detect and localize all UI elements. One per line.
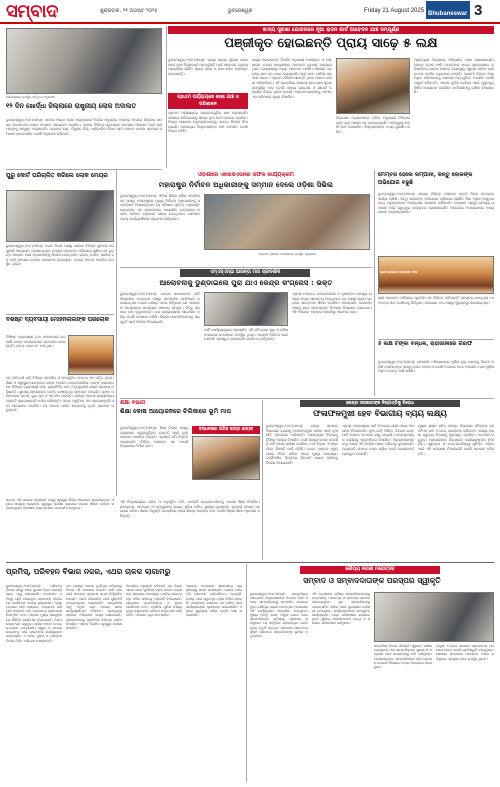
mayor-photo (6, 190, 114, 242)
masthead (0, 0, 500, 24)
transport-body-1: ଭୁବନେଶ୍ୱର,୨୦ା୮(ସମସ): ପରିବହନ ବିଭାଗ ପକ୍ଷରୁ ସଡ଼କ ସୁରକ୍ଷା ନିୟମ କଡ଼ାକଡ଼ି ଭାବେ ଲାଗୁ କରାଯାଉଛି। ହେଲମେଟ ନ ପିନ୍ଧି ଗାଡ଼ି ଚଳାଉଥିବା ଚାଳକଙ୍କ ବିରୋଧରେ ଜୋରିମାନା ଆଦାୟ କରାଯାଉଛି। ଅଧିକ ବେଗରେ ଗାଡ଼ି ଚଳାଇବା, ମଦ୍ୟପାନ କରି ଗାଡ଼ି ଚଳାଇବା ଆଦି ଅପରାଧରେ ଲାଇସେନ୍ସ ନିଲମ୍ବିତ ହେବ। ସହରର ମୁଖ୍ୟ ଛକଗୁଡ଼ିକରେ ସିସିଟିଭି କ୍ୟାମେରା ଲଗାଯାଇଛି। ନିୟମ ଉଲ୍ଲଂଘନ କରୁଥିବା ଗାଡ଼ିର ଫଟୋ ଉଠାଇ ଇ-ଚାଲାନ ପଠାଯାଉଛି। ସ୍କୁଲ ଓ କଲେଜ ଛାତ୍ରଙ୍କ ପାଇଁ ସଚେତନତା କାର୍ଯ୍ୟକ୍ରମ କରାଯାଉଛି। ଏ ନେଇ ପୁଲିସ ଓ ପରିବହନ ବିଭାଗ ମିଳିତ ଅଭିଯାନ ଚଳାଇଛନ୍ତି। (6, 584, 62, 643)
newspaper-logo: ସମ୍ବାଦ (6, 1, 58, 22)
students-photo (192, 436, 260, 480)
column-divider (246, 564, 247, 782)
civil-service-kicker: ଓଡ଼ିଶାରେ ଏସୋସିଏସନର ସଫଳ କାର୍ଯ୍ୟକ୍ରମ (198, 172, 294, 178)
transport-body-4: ଏହାଛଡ଼ା ଅନଲାଇନ ଲାଇସେନ୍ସ ପ୍ରକ୍ରିୟାକୁ ସରଳ କରାଯାଇଛି। ଲୋକେ ଘରେ ବସି ଆବେଦନ କରିପାରିବେ। ଡ୍ରାଇଭିଂ ଟେଷ୍ଟ ପାଇଁ ସ୍ୱତନ୍ତ୍ର ଟ୍ରାକ ନିର୍ମାଣ ହୋଇଛି। ଦଲାଲଙ୍କ କାରବାର ବନ୍ଦ କରିବା ପାଇଁ କାର୍ଯ୍ୟାଳୟରେ କ୍ୟାମେରା ଲଗାଯାଇଛି। ଏଥିରେ ସ୍ୱଚ୍ଛତା ଆସିବ ବୋଲି ଆଶା କରାଯାଉଛି। (186, 584, 242, 618)
column-divider (166, 26, 167, 168)
temple-photo-caption: ଶ୍ରୀ ଲୋକନାଥ ସେବାୟତ ସଂଘ (380, 270, 418, 274)
lead-subhead: ପ୍ରଥମ ପର୍ଯ୍ୟାୟରେ ହେଲା ଯାଞ୍ଚ ଓ ପରିଶୀଳନ (168, 93, 248, 109)
mayor-body: ଭୁବନେଶ୍ୱର,୨୦ା୮(ସମସ): ନଗର ନିଗମ ପକ୍ଷରୁ ସହରର ବିଭିନ୍ନ ସ୍ଥାନରେ ଜନସୁଣାଣି ଆୟୋଜନ କରାଯାଇଥିଲା। ମେୟର ଲୋକଙ୍କ ଅଭିଯୋଗ ଶୁଣିବା ସହ ତୁରନ୍ତ ସମାଧାନ ପାଇଁ ଅଧିକାରୀଙ୍କୁ ନିର୍ଦ୍ଦେଶ ଦେଇଥିଲେ। ରାସ୍ତା, ନର୍ଦ୍ଦମା, ପାନୀୟ ଜଳ ଆଦି ସମସ୍ୟା ଉପରେ ଆଲୋଚନା ହୋଇଥିଲା। ଏଥିରେ ଅନେକ ନାଗରିକ ଉପସ୍ଥିତ ଥିଲେ। (6, 244, 114, 267)
press-headline: ସମ୍ବାଦ ଓ ସମ୍ବାଦଦାତାଙ୍କ ପରସ୍ପର ସ୍ୱୀକୃତି (303, 576, 441, 585)
masthead-date-english: Friday 21 August 2025 (364, 8, 425, 14)
seminar-photo (6, 28, 162, 94)
left-brief-body: ସହରର ଏକ ଘରୋଇ ଅନୁଷ୍ଠାନ ପକ୍ଷରୁ ସ୍ୱାସ୍ଥ୍ୟ ଶିବିର ଆୟୋଜନ କରାଯାଇଥିଲା। ଏଥିରେ ଶତାଧିକ ଲୋକଙ୍କ ସ୍ୱାସ୍ଥ୍ୟ ପରୀକ୍ଷା କରାଯାଇ ମାଗଣା ଔଷଧ ବଣ୍ଟନ କରାଯାଇଥିଲା। ବିଶେଷଜ୍ଞ ଡାକ୍ତରମାନେ ପରାମର୍ଶ ଦେଇଥିଲେ। (6, 498, 114, 511)
temple-body: ଶ୍ରୀ ଲୋକନାଥ ମନ୍ଦିରରେ ପୂଜାର୍ଚ୍ଚନା ସହ ବିଭିନ୍ନ ନୀତିକାନ୍ତି ସମ୍ପନ୍ନ ହୋଇଥିଲା। ଭକ୍ତଙ୍କ ଭିଡ଼ ଦେଖିବାକୁ ମିଳିଥିଲା। ସେବାୟତ ସଂଘ ପକ୍ଷରୁ ସୁବ୍ୟବସ୍ଥା କରାଯାଇଥିଲା। (378, 296, 494, 305)
press-kicker: ରୌପ୍ୟ ନଗରୀ ମହୋତ୍ସବ (300, 566, 440, 574)
masthead-city-odia: ଭୁବନେଶ୍ୱର (228, 8, 253, 14)
budget-headline: ଫଳାଫଳମୁଖୀ ହେବ ବିଭାଗୀୟ ବ୍ୟୟ ଲକ୍ଷ୍ୟ (313, 409, 447, 418)
press-meet-photo (204, 292, 288, 326)
lok-adalat-headline: ୧୨ ଦିନ ଖୋର୍ଦ୍ଧା ଜିଲ୍ଲାରେ ରାଷ୍ଟ୍ରୀୟ ଲୋକ ଅଦାଲତ (6, 102, 137, 110)
ration-office-photo (336, 58, 410, 114)
obituary-portrait (68, 335, 114, 375)
obituary-headline: ବିଶିଷ୍ଟ ବ୍ୟବସାୟୀ ମୋହନଲାଲଙ୍କ ପରଲୋକ (6, 317, 109, 323)
divider (378, 339, 494, 340)
divider (120, 267, 372, 268)
obituary-body-top: ବିଶିଷ୍ଟ ବ୍ୟବସାୟୀ ତଥା ସମାଜସେବୀ ଗତକାଲି ତାଙ୍କ ବାସଭବନରେ ପରଲୋକ ହୋଇଛନ୍ତି। ତାଙ୍କ ବୟସ ୭୮ ବର୍ଷ ଥିଲା। (6, 335, 66, 349)
education-subhead: ବନ୍ଧନୀରେ ଗରିବ ଛାତ୍ର ଛାତ୍ରୀ (192, 426, 260, 434)
press-body-2: ଏହି ଅବସରରେ ବରିଷ୍ଠ ସାମ୍ବାଦିକମାନଙ୍କୁ ଉତ୍ତରୀୟ, ମାନପତ୍ର ଓ ସ୍ମାରକୀ ପ୍ରଦାନ କରାଯାଇଥିଲା। ଯୁବ ସାମ୍ବାଦିକଙ୍କୁ ପ୍ରୋତ୍ସାହିତ କରିବା ପାଇଁ ପୁରସ୍କାର ଘୋଷଣା ହୋଇଥିଲା। କାର୍ଯ୍ୟକ୍ରମରେ ସାଂସ୍କୃତିକ କାର୍ଯ୍ୟକ୍ରମ ମଧ୍ୟ ପରିବେଷଣ କରାଯାଇଥିଲା। ସ୍ଥାନୀୟ କଳାକାରମାନେ ନୃତ୍ୟ ଓ ସଙ୍ଗୀତ ପରିବେଷଣ କରିଥିଲେ। (312, 592, 370, 626)
press-body-4: ମନ୍ତ୍ରୀ ଏ ନେଇ ସରକାର ସକାରାତ୍ମକ ପଦକ୍ଷେପ ନେବେ ବୋଲି ପ୍ରତିଶ୍ରୁତି ଦେଇଥିଲେ। ଶେଷରେ ସମ୍ପାଦକ ଧନ୍ୟବାଦ ଅର୍ପଣ କରିଥିଲେ। ଶତାଧିକ ଲୋକ ଉପସ୍ଥିତ ଥିଲେ। (436, 644, 494, 661)
lead-body-col2: ରାଜ୍ୟ ସରକାରଙ୍କ ନିର୍ଦ୍ଦେଶ ଅନୁଯାୟୀ ଅନଲାଇନ ଓ ଅଫଲାଇନ ଉଭୟ ମାଧ୍ୟମରେ ଆବେଦନ ଗ୍ରହଣ କରାଯାଇଥିଲା। ଗ୍ରାମାଞ୍ଚଳରୁ ଅଧିକ ଆବେଦନ ଆସିଛି। ପଞ୍ଚାୟତ ସ୍ତରରେ ଯାଞ୍ଚ ଦଳ ଗଠନ କରାଯାଇଛି। ଯାଞ୍ଚ ପରେ ତାଲିକା ପ୍ରକାଶ ପାଇବ। ଏଥିରେ କୌଣସି ଆପତ୍ତି ଥିଲେ ଲୋକେ ଦାଖଲ କରିପାରିବେ। ଏହି ପ୍ରକ୍ରିୟା ଆସନ୍ତା ମାସ ଶେଷ ସୁଦ୍ଧା ସମ୍ପୂର୍ଣ୍ଣ ହେବ ବୋଲି ଖାଦ୍ୟ ଯୋଗାଣ ଓ ଖାଉଟି କଲ୍ୟାଣ ବିଭାଗ ସୂଚନା ଦେଇଛି। ଆବେଦନକାରୀଙ୍କୁ ଏସଏମଏସ ଜରିଆରେ ସୂଚନା ଦିଆଯିବ। (252, 58, 332, 99)
lead-kicker: ଖାଦ୍ୟ ସୁରକ୍ଷା ଯୋଜନାରେ ନୂଆ ରାସନ କାର୍ଡ ଆବେଦନ ଯାଞ୍ଚ ସମ୍ପୂର୍ଣ୍ଣ (168, 26, 494, 34)
masthead-city-english: Bhubaneswar (426, 1, 470, 19)
page-number: 3 (474, 2, 483, 19)
column-divider (374, 170, 375, 396)
msme-kicker: ଏମ୍‌ଏସ୍‌ଏମ୍‌ଇ ଆସନ୍ତା ମାସ ପ୍ରଦର୍ଶନୀ (180, 269, 310, 277)
lok-adalat-body: ଭୁବନେଶ୍ୱର,୨୦ା୮(ସମସ): ଜାତୀୟ ଆଇନ ସେବା ପ୍ରାଧିକରଣ ନିର୍ଦ୍ଦେଶ ଅନୁସାରେ ଆସନ୍ତା ମାସରେ ଜିଲ୍ଲାର ସମସ୍ତ ଅଦାଲତରେ ଲୋକ ଅଦାଲତ ଆୟୋଜନ କରାଯିବ। ଏଥିରେ ବିଭିନ୍ନ ପ୍ରକାରର ମାମଲାର ସମାଧାନ ପାଇଁ ପକ୍ଷମାନଙ୍କୁ ଆହ୍ୱାନ କରାଯାଇଛି। ବ୍ୟାଙ୍କ ଋଣ, ବିଦ୍ୟୁତ୍ ବିଲ୍, ପାରିବାରିକ ବିବାଦ ଆଦି ମାମଲା ଏଠାରେ ସହଜରେ ସମାଧାନ ହୋଇପାରିବ ବୋଲି ଅଧିକାରୀ କହିଛନ୍ତି। (6, 118, 162, 136)
divider (6, 169, 162, 170)
lead-body-col4: ପ୍ରତ୍ୟେକ ଜିଲ୍ଲାରେ ଅଭିଯୋଗ ସେଲ ଖୋଲାଯାଇଛି। ଲୋକେ ଟୋଲ ଫ୍ରି ନମ୍ବରରେ ମଧ୍ୟ ଯୋଗାଯୋଗ କରିପାରିବେ। ଚାଉଳ ବଣ୍ଟନ ବ୍ୟବସ୍ଥାକୁ ସ୍ୱଚ୍ଛ କରିବା ପାଇଁ ଇ-ପସ ମେସିନ ବ୍ୟବହାର ହେଉଛି। ଆଗାମୀ ଦିନରେ ଆଉ ଅଧିକ ପରିବାରଙ୍କୁ ଯୋଜନା ଅନ୍ତର୍ଭୁକ୍ତ କରାଯିବ ବୋଲି ମନ୍ତ୍ରୀ କହିଛନ୍ତି। ଏହାସହ ଦୁର୍ବଳ ବର୍ଗଙ୍କ ପାଇଁ ସ୍ୱତନ୍ତ୍ର ଶିବିର ଆୟୋଜନ କରାଯିବ। କର୍ମଚାରୀଙ୍କୁ ତାଲିମ ଦିଆଯାଉଛି। (414, 58, 494, 95)
lead-body-col3: ବିଭାଗୀୟ ଅଧିକାରୀଙ୍କ କହିବା ଅନୁଯାୟୀ ଡିଜିଟାଲ ଯାଞ୍ଚ ପାଇଁ ଆଧାର ସହ ଯୋଡ଼ାଯାଇଛି। ଏହାଦ୍ୱାରା ନକଲି କାର୍ଡ ରୋକାଯିବ। ହିତାଧିକାରୀଙ୍କ ତଥ୍ୟ ସୁରକ୍ଷିତ ରହିବ। (336, 116, 410, 134)
robbery-body: ଭୁବନେଶ୍ୱର,୨୦ା୮(ସମସ): ରାହାଜାନୀ ଅଭିଯୋଗରେ ପୁଲିସ ଦୁଇ ଜଣଙ୍କୁ ଗିରଫ କରିଛି। ସେମାନଙ୍କ ପାଖରୁ ନଗଦ ଟଙ୍କା ଓ ଗୋଟିଏ ବାଇକ ଜବତ ହୋଇଛି। ଥାନା ପୁଲିସ ଅଧିକ ତଦନ୍ତ ଜାରି ରଖିଛି। (378, 360, 494, 374)
transport-body-2: ଗତ ମାସରେ ଅନେକ ଦୁର୍ଘଟଣା ଘଟିଥିବାରୁ ବିଭାଗ ଏହି ପଦକ୍ଷେପ ନେଇଛି। ଭାରି ଯାନ ପାଇଁ ସହରରେ ପ୍ରବେଶ ସମୟ ନିର୍ଦ୍ଧାରିତ ହୋଇଛି। ଅଟୋ ଚାଳକଙ୍କ ପାଇଁ ୟୁନିଫର୍ମ ବାଧ୍ୟତାମୂଳକ କରାଯାଇଛି। ଯାତ୍ରୀଙ୍କ ଠାରୁ ଅଧିକ ଭଡ଼ା ଆଦାୟ କଲେ କାର୍ଯ୍ୟାନୁଷ୍ଠାନ ନିଆଯିବ। ପ୍ରତ୍ୟେକ ଥାନାରେ ଅଭିଯୋଗ ବାକ୍ସ ରଖାଯାଇଛି। ଚାଳକମାନଙ୍କୁ ପ୍ରାଥମିକ ଚିକିତ୍ସା ତାଲିମ ଦିଆଯିବ। ଏଥିସହ ନିୟମିତ ସ୍ୱାସ୍ଥ୍ୟ ପରୀକ୍ଷା କରାଯିବ। (66, 584, 122, 631)
education-kicker: ଶିକ୍ଷା ବିଭାଗ (120, 400, 146, 406)
education-body-2: ଏହି ବିଦ୍ୟାଳୟରେ ଗରିବ ଓ ଅନୁସୂଚିତ ଜାତି, ଜନଜାତି ଛାତ୍ରଛାତ୍ରୀଙ୍କୁ ମାଗଣା ଶିକ୍ଷା ଦିଆଯିବ। ଛାତ୍ରାବାସ, ପାଠାଗାର ଓ କମ୍ପ୍ୟୁଟର ଲ୍ୟାବ ସୁବିଧା ରହିବ। ସ୍ଥାନୀୟ ପ୍ରଶାସନ ଏଥିପାଇଁ ସମସ୍ତ ସହଯୋଗ କରିବ। ଶିକ୍ଷକ ନିଯୁକ୍ତି ପ୍ରକ୍ରିୟା ମଧ୍ୟ ଶୀଘ୍ର ଆରମ୍ଭ ହେବ ବୋଲି ଜିଲ୍ଲା ଶିକ୍ଷା ଅଧିକାରୀ କହିଛନ୍ତି। (120, 500, 260, 518)
column-divider (262, 400, 263, 560)
company-body: ଭୁବନେଶ୍ୱର,୨୦ା୮(ସମସ): ସହରର ବିଭିନ୍ନ ଅଞ୍ଚଳରେ ସ୍ମାର୍ଟ ମିଟର ଲଗାଇବା କାର୍ଯ୍ୟ ଚାଲିଛି। କିନ୍ତୁ ଲୋକଙ୍କ ଅଭିଯୋଗ ବଢ଼ିବାରେ ଲାଗିଛି। ବିଲ ଅଧିକ ଆସୁଥିବା ନେଇ ଗ୍ରାହକମାନେ ଅସନ୍ତୋଷ ପ୍ରକାଶ କରିଛନ୍ତି। କମ୍ପାନୀ ପକ୍ଷରୁ ସମସ୍ୟା ସମାଧାନ ପାଇଁ ସ୍ୱତନ୍ତ୍ର କାଉଣ୍ଟର ଖୋଲାଯାଇଛି। ଅଭିଯୋଗ ଅନଲାଇନରେ ମଧ୍ୟ ଦାଖଲ କରାଯାଇପାରିବ। (378, 192, 494, 215)
budget-body-3: ମୁଖ୍ୟ ଶାସନ ସଚିବ ସମସ୍ତ ବିଭାଗୀୟ ସଚିବଙ୍କ ସହ ବୈଠକ କରି ଏ ନେଇ ଆଲୋଚନା କରିଛନ୍ତି। ଲକ୍ଷ୍ୟ ହାସଲ କରୁଥିବା ବିଭାଗକୁ ପୁରସ୍କୃତ କରାଯିବ। ଅବହେଳା କରୁଥିବା ଅଧିକାରୀଙ୍କ ବିରୋଧରେ କାର୍ଯ୍ୟାନୁଷ୍ଠାନ ନିଆଯିବ। ସ୍ୱଚ୍ଛତା ଓ ଉତ୍ତରଦାୟିତ୍ୱ ସୁନିଶ୍ଚିତ କରିବା ପାଇଁ ଏହି ପଦକ୍ଷେପ ନିଆଯାଇଛି ବୋଲି ସରକାର କହିଛନ୍ତି। (418, 424, 494, 456)
congress-body-3: ଏଥିସହ ମହଙ୍ଗା, ବେରୋଜଗାରୀ ଓ କୃଷକଙ୍କ ସମସ୍ୟା ଉପରେ ମଧ୍ୟ ଆଲୋଚନା ହୋଇଥିଲା। ଦଳ ପକ୍ଷରୁ ଗ୍ରାମ ସ୍ତରରେ ସଚେତନତା ଶିବିର କରାଯିବ। ନେତାମାନେ ଲୋକଙ୍କ ପାଖକୁ ଯାଇ ସରକାରଙ୍କ ବିଫଳତା ବିଷୟରେ ଜଣାଇବେ। ଏହି ଅଭିଯାନ ଆସନ୍ତା ସପ୍ତାହରୁ ଆରମ୍ଭ ହେବ। (292, 292, 372, 315)
civil-service-body-1: ଭୁବନେଶ୍ୱର,୨୦ା୮(ସମସ): ଓଡ଼ିଶା ସିଭିଲ ସର୍ଭିସ ଏସୋସିଏସନ ପକ୍ଷରୁ ମହାରାଷ୍ଟ୍ରର ମୁଖ୍ୟ ନିର୍ବାଚନ ଅଧିକାରୀଙ୍କୁ ସମ୍ବର୍ଦ୍ଧନା ଦିଆଯାଇଥିଲା। ସେ ଓଡ଼ିଶାର ପୂର୍ବତନ ଅଧିକାରୀ। ରାଜଧାନୀର ଏକ ହୋଟେଲରେ ଆୟୋଜିତ ଉତ୍ସବରେ ଅନେକ ବରିଷ୍ଠ ଅଧିକାରୀ ଯୋଗ ଦେଇଥିଲେ। ସେମାନେ ତାଙ୍କ କାର୍ଯ୍ୟଶୈଳୀର ପ୍ରଶଂସା କରିଥିଲେ। (120, 194, 200, 221)
seminar-photo-caption: ସେମିନାରରେ ଉପସ୍ଥିତ ଅତିଥି ଓ ଅଧିକାରୀ (6, 95, 55, 99)
transport-body-3: ବିଭାଗୀୟ ଅଧିକାରୀ କହିଛନ୍ତି ଯେ ନିୟମ ପାଳନ କଲେ ଦୁର୍ଘଟଣା ହ୍ରାସ ପାଇବ। ଲୋକଙ୍କ ସହଯୋଗ ଆବଶ୍ୟକ। ଗାଡ଼ିର କାଗଜପତ୍ର ସଠିକ ରଖିବାକୁ ପରାମର୍ଶ ଦିଆଯାଇଛି। ପ୍ରଦୂଷଣ ପ୍ରମାଣପତ୍ର ନ ଥିଲେ ଜୋରିମାନା ହେବ। ଟ୍ରାଫିକ ପୁଲିସ ସଂଖ୍ୟା ବୃଦ୍ଧି କରାଯାଇଛି। ରାତିରେ ମଧ୍ୟ ଯାଞ୍ଚ ଜାରି ରହିବ। ଅଭିଯାନ ପୂରା ମାସ ଚାଲିବ। (126, 584, 182, 618)
obituary-body: ସେ ଦୀର୍ଘ ବର୍ଷ ଧରି ବିଭିନ୍ନ ସାମାଜିକ ଓ ସାଂସ୍କୃତିକ ସଂଗଠନ ସହ ଜଡ଼ିତ ଥିଲେ। ଶିକ୍ଷା ଓ ସ୍ୱାସ୍ଥ୍ୟ କ୍ଷେତ୍ରରେ ତାଙ୍କ ଅବଦାନ ଉଲ୍ଲେଖନୀୟ। ତାଙ୍କ ପରଲୋକରେ ବିଭିନ୍ନ ବ୍ୟବସାୟୀ ସଂଘ, ରାଜନୈତିକ ଦଳ ଓ ବୁଦ୍ଧିଜୀବୀ ଶୋକ ପ୍ରକାଶ କରିଛନ୍ତି। ସ୍ଥାନୀୟ ଶ୍ମଶାନରେ ତାଙ୍କ ଶେଷକୃତ୍ୟ ସମ୍ପନ୍ନ ହୋଇଛି। ତାଙ୍କ ପରିବାରରେ ପତ୍ନୀ, ଦୁଇ ପୁଅ ଓ ଏକ ଝିଅ ଅଛନ୍ତି। ସହରର ଅନେକ ଗଣ୍ୟମାନ୍ୟ ବ୍ୟକ୍ତି ଶ୍ରଦ୍ଧାଞ୍ଜଳି ଅର୍ପଣ କରିଛନ୍ତି। ତାଙ୍କ ସ୍ମୃତିରେ ଏକ ଶ୍ରଦ୍ଧାଞ୍ଜଳି ସଭା ଆୟୋଜନ କରାଯିବ। ସେ ଅନେକ ଗରିବ ଛାତ୍ରଙ୍କୁ ବୃତ୍ତି ପ୍ରଦାନ କରୁଥିଲେ। (6, 376, 114, 413)
felicitation-photo (204, 194, 370, 250)
press-award-photo (374, 592, 494, 642)
company-headline: ମେମ୍ବର ହେଲେ କମ୍ପାନୀ, କିନ୍ତୁ ଲୋକଙ୍କ ଅଭିଯୋଗ ବଢୁଛି (378, 172, 473, 186)
press-body-1: ଭୁବନେଶ୍ୱର,୨୦ା୮(ସମସ): ସାମ୍ବାଦିକତା କ୍ଷେତ୍ରରେ ଉଲ୍ଲେଖନୀୟ ଅବଦାନ ପାଇଁ ଅନେକ ସାମ୍ବାଦିକଙ୍କୁ ସମ୍ମାନିତ କରାଯାଇଥିଲା। ରୌପ୍ୟ ନଗରୀ ମହୋତ୍ସବ ଅବସରରେ ଏହି କାର୍ଯ୍ୟକ୍ରମ ଆୟୋଜିତ ହୋଇଥିଲା। ମୁଖ୍ୟ ଅତିଥି ଭାବେ ମନ୍ତ୍ରୀ ଯୋଗ ଦେଇ ସାମ୍ବାଦିକଙ୍କ ଭୂମିକାକୁ ପ୍ରଶଂସା କରିଥିଲେ। ସେ କହିଥିଲେ ଗଣମାଧ୍ୟମ ଗଣତନ୍ତ୍ରର ଚତୁର୍ଥ ସ୍ତମ୍ଭ। ସମାଜରେ ସଚେତନତା ସୃଷ୍ଟି କରିବାରେ ସାମ୍ବାଦିକଙ୍କ ଭୂମିକା ଅତୁଳନୀୟ। (250, 592, 308, 639)
temple-photo (378, 256, 494, 294)
divider (6, 562, 494, 563)
congress-headline: ଆଲୋଚନାକୁ ଡୁଣ୍ଡାଇଲେ ପୁରା ଯାଏ କେନ୍ଦ୍ର କଂଗ୍ରେସ : ଭକ୍ତ (159, 278, 333, 287)
budget-body-1: ଭୁବନେଶ୍ୱର,୨୦ା୮(ସମସ): ରାଜ୍ୟ ସରକାର ବିଭାଗୀୟ ବ୍ୟୟକୁ ଫଳାଫଳମୁଖୀ କରିବା ପାଇଁ ନୂଆ ନୀତି ପ୍ରଣୟନ କରିଛନ୍ତି। ପ୍ରତ୍ୟେକ ବିଭାଗକୁ ନିର୍ଦ୍ଦିଷ୍ଟ ଲକ୍ଷ୍ୟ ଦିଆଯିବ। ସେହି ଲକ୍ଷ୍ୟ ହାସଲ ହେଉଛି କି ନାହିଁ ତାହାର ସମୀକ୍ଷା କରାଯିବ। ଅର୍ଥ ବିଭାଗ ଏ ସମ୍ପର୍କରେ ବିଜ୍ଞପ୍ତି ଜାରି କରିଛି। ବଜେଟ ବରାଦର ସଦୁପଯୋଗ ନିଶ୍ଚିତ କରିବା ଏହାର ମୁଖ୍ୟ ଉଦ୍ଦେଶ୍ୟ। ତ୍ରୈମାସିକ ଭିତ୍ତିରେ ରିପୋର୍ଟ ଦାଖଲ କରିବାକୁ ନିର୍ଦ୍ଦେଶ ଦିଆଯାଇଛି। (266, 424, 338, 465)
lead-body-col1b: ପ୍ରଥମ ପର୍ଯ୍ୟାୟରେ ଆବେଦନଗୁଡ଼ିକ ଯାଞ୍ଚ କରାଯାଇଛି। ଯୋଗ୍ୟ ପରିବାରଙ୍କୁ ଶୀଘ୍ର ନୂଆ କାର୍ଡ ପ୍ରଦାନ କରାଯିବ। ଜିଲ୍ଲା ଯୋଗାଣ ଅଧିକାରୀମାନଙ୍କୁ ଏନେଇ ନିର୍ଦ୍ଦେଶ ଦିଆଯାଇଛି। ଅଯୋଗ୍ୟ ହିତାଧିକାରୀଙ୍କ ନାମ କଟାଯିବ ବୋଲି ବିଭାଗ କହିଛି। (168, 111, 248, 134)
budget-body-2: ଏଥିସହ ଅନାବଶ୍ୟକ ଖର୍ଚ୍ଚ କମାଇବା ପାଇଁ ମଧ୍ୟ ପଦକ୍ଷେପ ନିଆଯାଉଛି। ନୂଆ ଗାଡ଼ି କିଣିବା, ବିଦେଶ ଗସ୍ତ ଆଦି ଉପରେ କଟକଣା ଲାଗୁ ହୋଇଛି। ଉନ୍ନୟନମୂଳକ କାର୍ଯ୍ୟକୁ ପ୍ରାଥମିକତା ଦିଆଯିବ। ଜିଲ୍ଲାପାଳମାନଙ୍କୁ ମଧ୍ୟ ଏହି ନିର୍ଦ୍ଦେଶ ପାଳନ କରିବାକୁ କୁହାଯାଇଛି। ଅଗ୍ରଗତି ଉପରେ ନଜର ରଖିବା ପାଇଁ ଡ୍ୟାସବୋର୍ଡ ପ୍ରସ୍ତୁତ ହୋଇଛି। (342, 424, 414, 456)
congress-body-1: ଭୁବନେଶ୍ୱର,୨୦ା୮(ସମସ): କେନ୍ଦ୍ର ସରକାରଙ୍କ ନୀତି ବିରୋଧରେ କଂଗ୍ରେସ ପକ୍ଷରୁ ସାମ୍ବାଦିକ ସମ୍ମିଳନୀ ଡକାଯାଇଥିଲା। ଦଳର ବରିଷ୍ଠ ନେତା କହିଥିଲେ ଯେ ଆଲୋଚନା ମାଧ୍ୟମରେ ସମସ୍ୟାର ସମାଧାନ ସମ୍ଭବ। କିନ୍ତୁ ସରକାର ତାହା କରୁନାହାନ୍ତି। ଦଳ ରାଜ୍ୟବ୍ୟାପୀ ଆନ୍ଦୋଳନ କରିବ ବୋଲି ଘୋଷଣା କରିଛି। ଜିଲ୍ଲା ସଭାପତିମାନଙ୍କୁ ପ୍ରସ୍ତୁତି ପାଇଁ ନିର୍ଦ୍ଦେଶ ଦିଆଯାଇଛି। (120, 292, 200, 324)
lead-body-col1: ଭୁବନେଶ୍ୱର,୨୦ା୮(ସମସ): ରାଜ୍ୟ ଖାଦ୍ୟ ସୁରକ୍ଷା ଯୋଜନାରେ ନୂଆ ହିତାଧିକାରୀ ଅନ୍ତର୍ଭୁକ୍ତି ପାଇଁ ଆବେଦନ ଗ୍ରହଣ ପ୍ରକ୍ରିୟା ସରିଛି। ପ୍ରାୟ ସାଢ଼େ ୫ ଲକ୍ଷ ଲୋକ ପଞ୍ଜୀକୃତ ହୋଇଛନ୍ତି। (168, 58, 248, 76)
civil-service-headline: ମହାରାଷ୍ଟ୍ର ନିର୍ବାଚନ ଅଧିକାରୀଙ୍କୁ ସମ୍ମାନ ଦେଲେ ଓଡ଼ିଶା ସିଭିଲ (158, 180, 334, 189)
education-headline: ଶିକ୍ଷା କୋଷ ଆୟୋଜନରେ ଚିଲିକାରେ ଭୂମି ମାପ (120, 408, 232, 415)
divider (120, 398, 494, 399)
education-body-1: ଭୁବନେଶ୍ୱର,୨୦ା୮(ସମସ): ଶିକ୍ଷା ବିଭାଗ ପକ୍ଷରୁ ଗ୍ରାମାଞ୍ଚଳ ସ୍କୁଲଗୁଡ଼ିକର ଉନ୍ନତି ପାଇଁ ନୂଆ ଯୋଜନା ଆରମ୍ଭ ହୋଇଛି। ଏଥିପାଇଁ ଜମି ଚିହ୍ନଟ କରାଯାଉଛି। ଚିଲିକା ଅଞ୍ଚଳରେ ଏକ ଆଦର୍ଶ ବିଦ୍ୟାଳୟ ନିର୍ମାଣ ହେବ। (120, 426, 188, 449)
robbery-headline: ୫ ଲକ୍ଷ ଟଙ୍କା ବନ୍ଧକ, ରାହାଜାନୀରେ ଗିରଫ (378, 341, 473, 347)
column-divider (116, 170, 117, 496)
budget-kicker: କେନ୍ଦ୍ର ସରକାରଙ୍କ ନିଷ୍ପତ୍ତିକୁ ବିରୋଧ (300, 400, 460, 407)
divider (6, 314, 114, 315)
press-body-3: ସାମ୍ବାଦିକ ସଂଘର ସଭାପତି ସ୍ୱାଗତ ଭାଷଣ ଦେଇଥିଲେ। ସେ ସାମ୍ବାଦିକଙ୍କ ସୁରକ୍ଷା ଓ କଲ୍ୟାଣ ପାଇଁ ସରକାରଙ୍କୁ ଦାବି କରିଥିଲେ। ଅବସରପ୍ରାପ୍ତ ସାମ୍ବାଦିକଙ୍କ ପାଇଁ ପେନସନ ଯୋଜନା ବିଷୟରେ ମଧ୍ୟ ଆଲୋଚନା ହୋଇଥିଲା। (374, 644, 432, 670)
transport-headline: ପ୍ରମିସ୍, ପରିବହନ ବିଭାଗ ନଜର, ଏଥର ଚାଳକ ଲାଗାମରୁ (6, 567, 171, 576)
lead-headline: ପଞ୍ଜୀକୃତ ହୋଇଛନ୍ତି ପ୍ରାୟ ସାଢ଼େ ୫ ଲକ୍ଷ (224, 36, 438, 51)
felicitation-photo-caption: ସମ୍ମାନ ପ୍ରଦାନ ଅବସରରେ ଉପସ୍ଥିତ ଅଧିକାରୀ (258, 252, 316, 256)
congress-body-2: ପାର୍ଟି କାର୍ଯ୍ୟାଳୟରେ ଆୟୋଜିତ ଏହି ବୈଠକରେ ଯୁବ ଓ ମହିଳା କଂଗ୍ରେସ ନେତାମାନେ ଉପସ୍ଥିତ ଥିଲେ। ଆଗାମୀ ନିର୍ବାଚନ ପାଇଁ ରଣନୀତି ପ୍ରସ୍ତୁତ କରାଯାଉଛି ବୋଲି ସେ କହିଥିଲେ। (204, 328, 288, 342)
mayor-headline: ପୁରୁ କୋର୍ଟ ପରିଚାଳିତ କରିଲେ ଲୋକ ମେୟର (6, 172, 108, 179)
masthead-date-odia: ଶୁକ୍ରବାର, ୨୧ ଅଗଷ୍ଟ ୨୦୨୫ (100, 8, 158, 14)
